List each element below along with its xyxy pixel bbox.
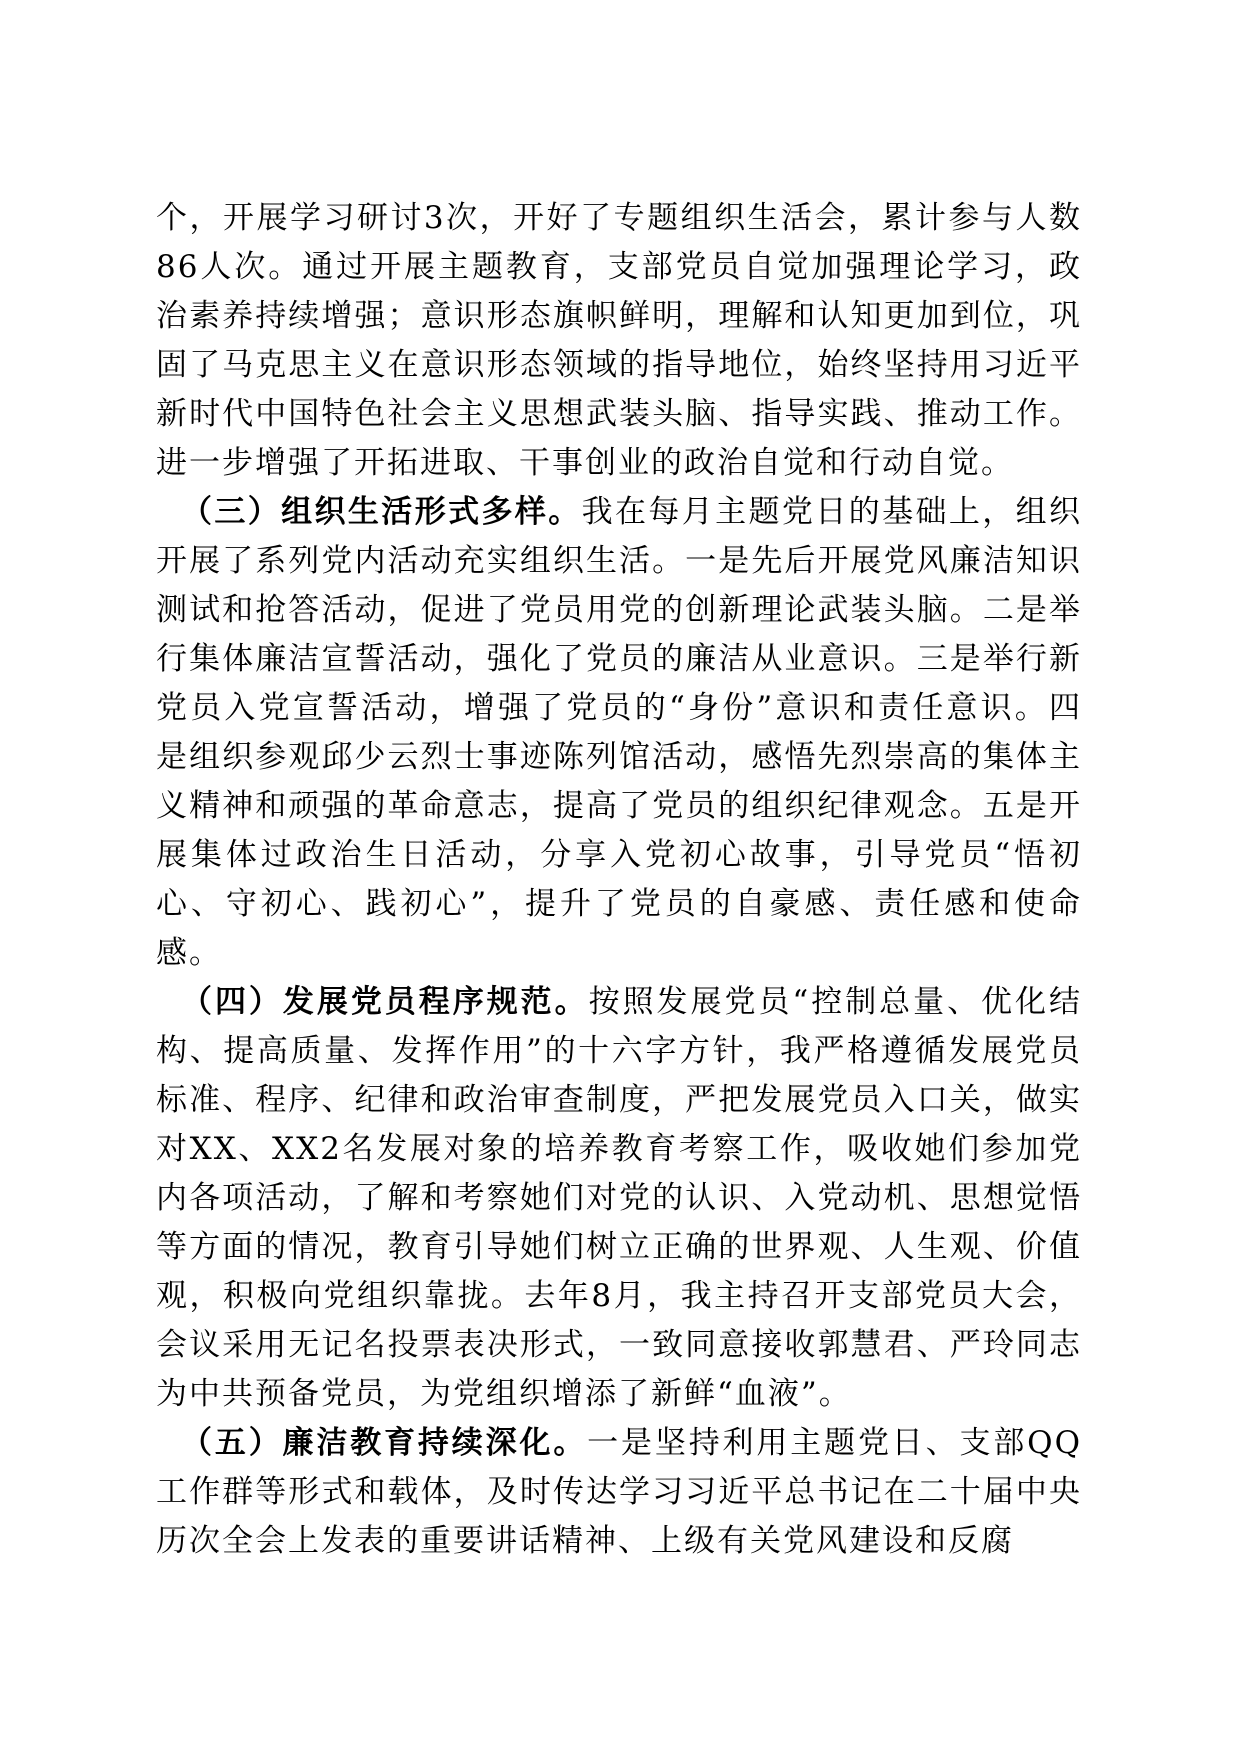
paragraph-continued (156, 194, 1082, 488)
section-heading: （五）廉洁教育持续深化。 (181, 1425, 588, 1461)
paragraph-text: 个，开展学习研讨3次，开好了专题组织生活会，累计参与人数86人次。通过开展主题教育，支部党员自觉加强理论学习，政治素养持续增强；意识形态旗帜鲜明，理解和认知更加到位，巩固了马克思主义在意识形态领域的指导地位，始终坚持用习近平新时代中国特色社会主义思想武装头脑、指导实践、推动工作。进一步增强了开拓进取、干事创业的政治自觉和行动自觉。 (156, 200, 1082, 481)
paragraph-text: 一是坚持利用主题党日、支部QQ工作群等形式和载体，及时传达学习习近平总书记在二十届中央历次全会上发表的重要讲话精神、上级有关党风建设和反腐 (156, 1425, 1083, 1559)
paragraph-text: 按照发展党员“控制总量、优化结构、提高质量、发挥作用”的十六字方针，我严格遵循发展党员标准、程序、纪律和政治审查制度，严把发展党员入口关，做实对XX、XX2名发展对象的培养教育考察工作，吸收她们参加党内各项活动，了解和考察她们对党的认识、入党动机、思想觉悟等方面的情况，教育引导她们树立正确的世界观、人生观、价值观，积极向党组织靠拢。去年8月，我主持召开支部党员大会，会议采用无记名投票表决形式，一致同意接收郭慧君、严玲同志为中共预备党员，为党组织增添了新鲜“血液”。 (156, 984, 1082, 1412)
paragraph-text: 我在每月主题党日的基础上，组织开展了系列党内活动充实组织生活。一是先后开展党风廉洁知识测试和抢答活动，促进了党员用党的创新理论武装头脑。二是举行集体廉洁宣誓活动，强化了党员的廉洁从业意识。三是举行新党员入党宣誓活动，增强了党员的“身份”意识和责任意识。四是组织参观邱少云烈士事迹陈列馆活动，感悟先烈崇高的集体主义精神和顽强的革命意志，提高了党员的组织纪律观念。五是开展集体过政治生日活动，分享入党初心故事，引导党员“悟初心、守初心、践初心”，提升了党员的自豪感、责任感和使命感。 (156, 494, 1083, 971)
paragraph-section-three (156, 488, 1082, 978)
section-heading: （四）发展党员程序规范。 (181, 984, 589, 1020)
paragraph-section-five (156, 1419, 1082, 1566)
section-heading: （三）组织生活形式多样。 (181, 494, 582, 530)
document-body (156, 194, 1082, 1566)
paragraph-section-four (156, 978, 1082, 1419)
